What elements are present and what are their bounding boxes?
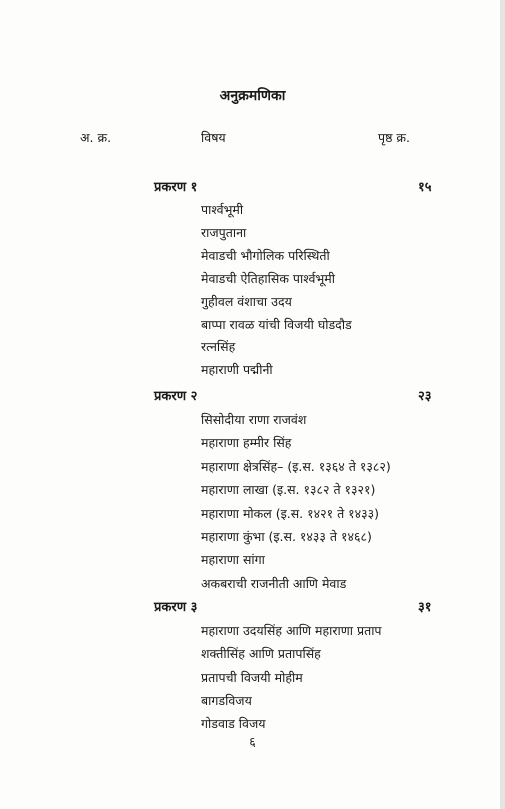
chapter-heading bbox=[0, 177, 505, 199]
topic-item: महाराणा क्षेत्रसिंह– (इ.स. १३६४ ते १३८२) bbox=[201, 458, 391, 474]
topic-list bbox=[0, 619, 505, 735]
topic-item: प्रतापची विजयी मोहीम bbox=[201, 669, 303, 685]
topic-item: बागडविजय bbox=[201, 692, 252, 708]
topic-item: महाराणा उदयसिंह आणि महाराणा प्रताप bbox=[201, 623, 382, 638]
chapter-label: प्रकरण २ bbox=[154, 389, 198, 404]
topic-item: बाप्पा रावळ यांची विजयी घोडदौड bbox=[201, 316, 352, 332]
chapter-2 bbox=[0, 386, 505, 595]
chapter-label: प्रकरण १ bbox=[154, 180, 198, 195]
toc-title: अनुक्रमणिका bbox=[219, 88, 286, 104]
topic-item: शक्तीसिंह आणि प्रतापसिंह bbox=[201, 646, 321, 662]
topic-item: गुहीवल वंशाचा उदय bbox=[201, 293, 292, 309]
chapter-label: प्रकरण ३ bbox=[154, 600, 198, 615]
chapter-3 bbox=[0, 597, 505, 735]
column-header-page: पृष्ठ क्र. bbox=[378, 130, 411, 145]
chapter-heading bbox=[0, 597, 505, 619]
topic-item: पार्श्वभूमी bbox=[201, 202, 244, 217]
chapter-page-number: ३१ bbox=[418, 600, 432, 615]
topic-item: सिसोदीया राणा राजवंश bbox=[201, 412, 307, 427]
topic-list bbox=[0, 199, 505, 382]
topic-item: महाराणा हम्मीर सिंह bbox=[201, 435, 292, 451]
topic-item: महाराणा कुंभा (इ.स. १४३३ ते १४६८) bbox=[201, 529, 372, 545]
column-header-subject: विषय bbox=[201, 130, 226, 145]
topic-item: महाराणी पद्मीनी bbox=[201, 362, 273, 378]
topic-item: मेवाडची भौगोलिक परिस्थिती bbox=[201, 247, 330, 263]
topic-item: गोडवाड विजय bbox=[201, 716, 266, 732]
topic-item: महाराणा मोकल (इ.स. १४२१ ते १४३३) bbox=[201, 505, 380, 521]
topic-item: रत्नसिंह bbox=[201, 339, 236, 355]
topic-item: महाराणा लाखा (इ.स. १३८२ ते १३२१) bbox=[201, 482, 376, 498]
topic-list bbox=[0, 408, 505, 595]
topic-item: राजपुताना bbox=[201, 224, 247, 240]
chapter-1 bbox=[0, 177, 505, 382]
column-header-serial: अ. क्र. bbox=[80, 130, 112, 145]
chapter-heading bbox=[0, 386, 505, 408]
chapter-page-number: २३ bbox=[418, 389, 432, 404]
topic-item: मेवाडची ऐतिहासिक पार्श्वभूमी bbox=[201, 270, 336, 286]
chapter-page-number: १५ bbox=[418, 180, 432, 195]
topic-item: अकबराची राजनीती आणि मेवाड bbox=[201, 575, 347, 591]
topic-item: महाराणा सांगा bbox=[201, 552, 265, 568]
page-number: ६ bbox=[249, 734, 256, 749]
